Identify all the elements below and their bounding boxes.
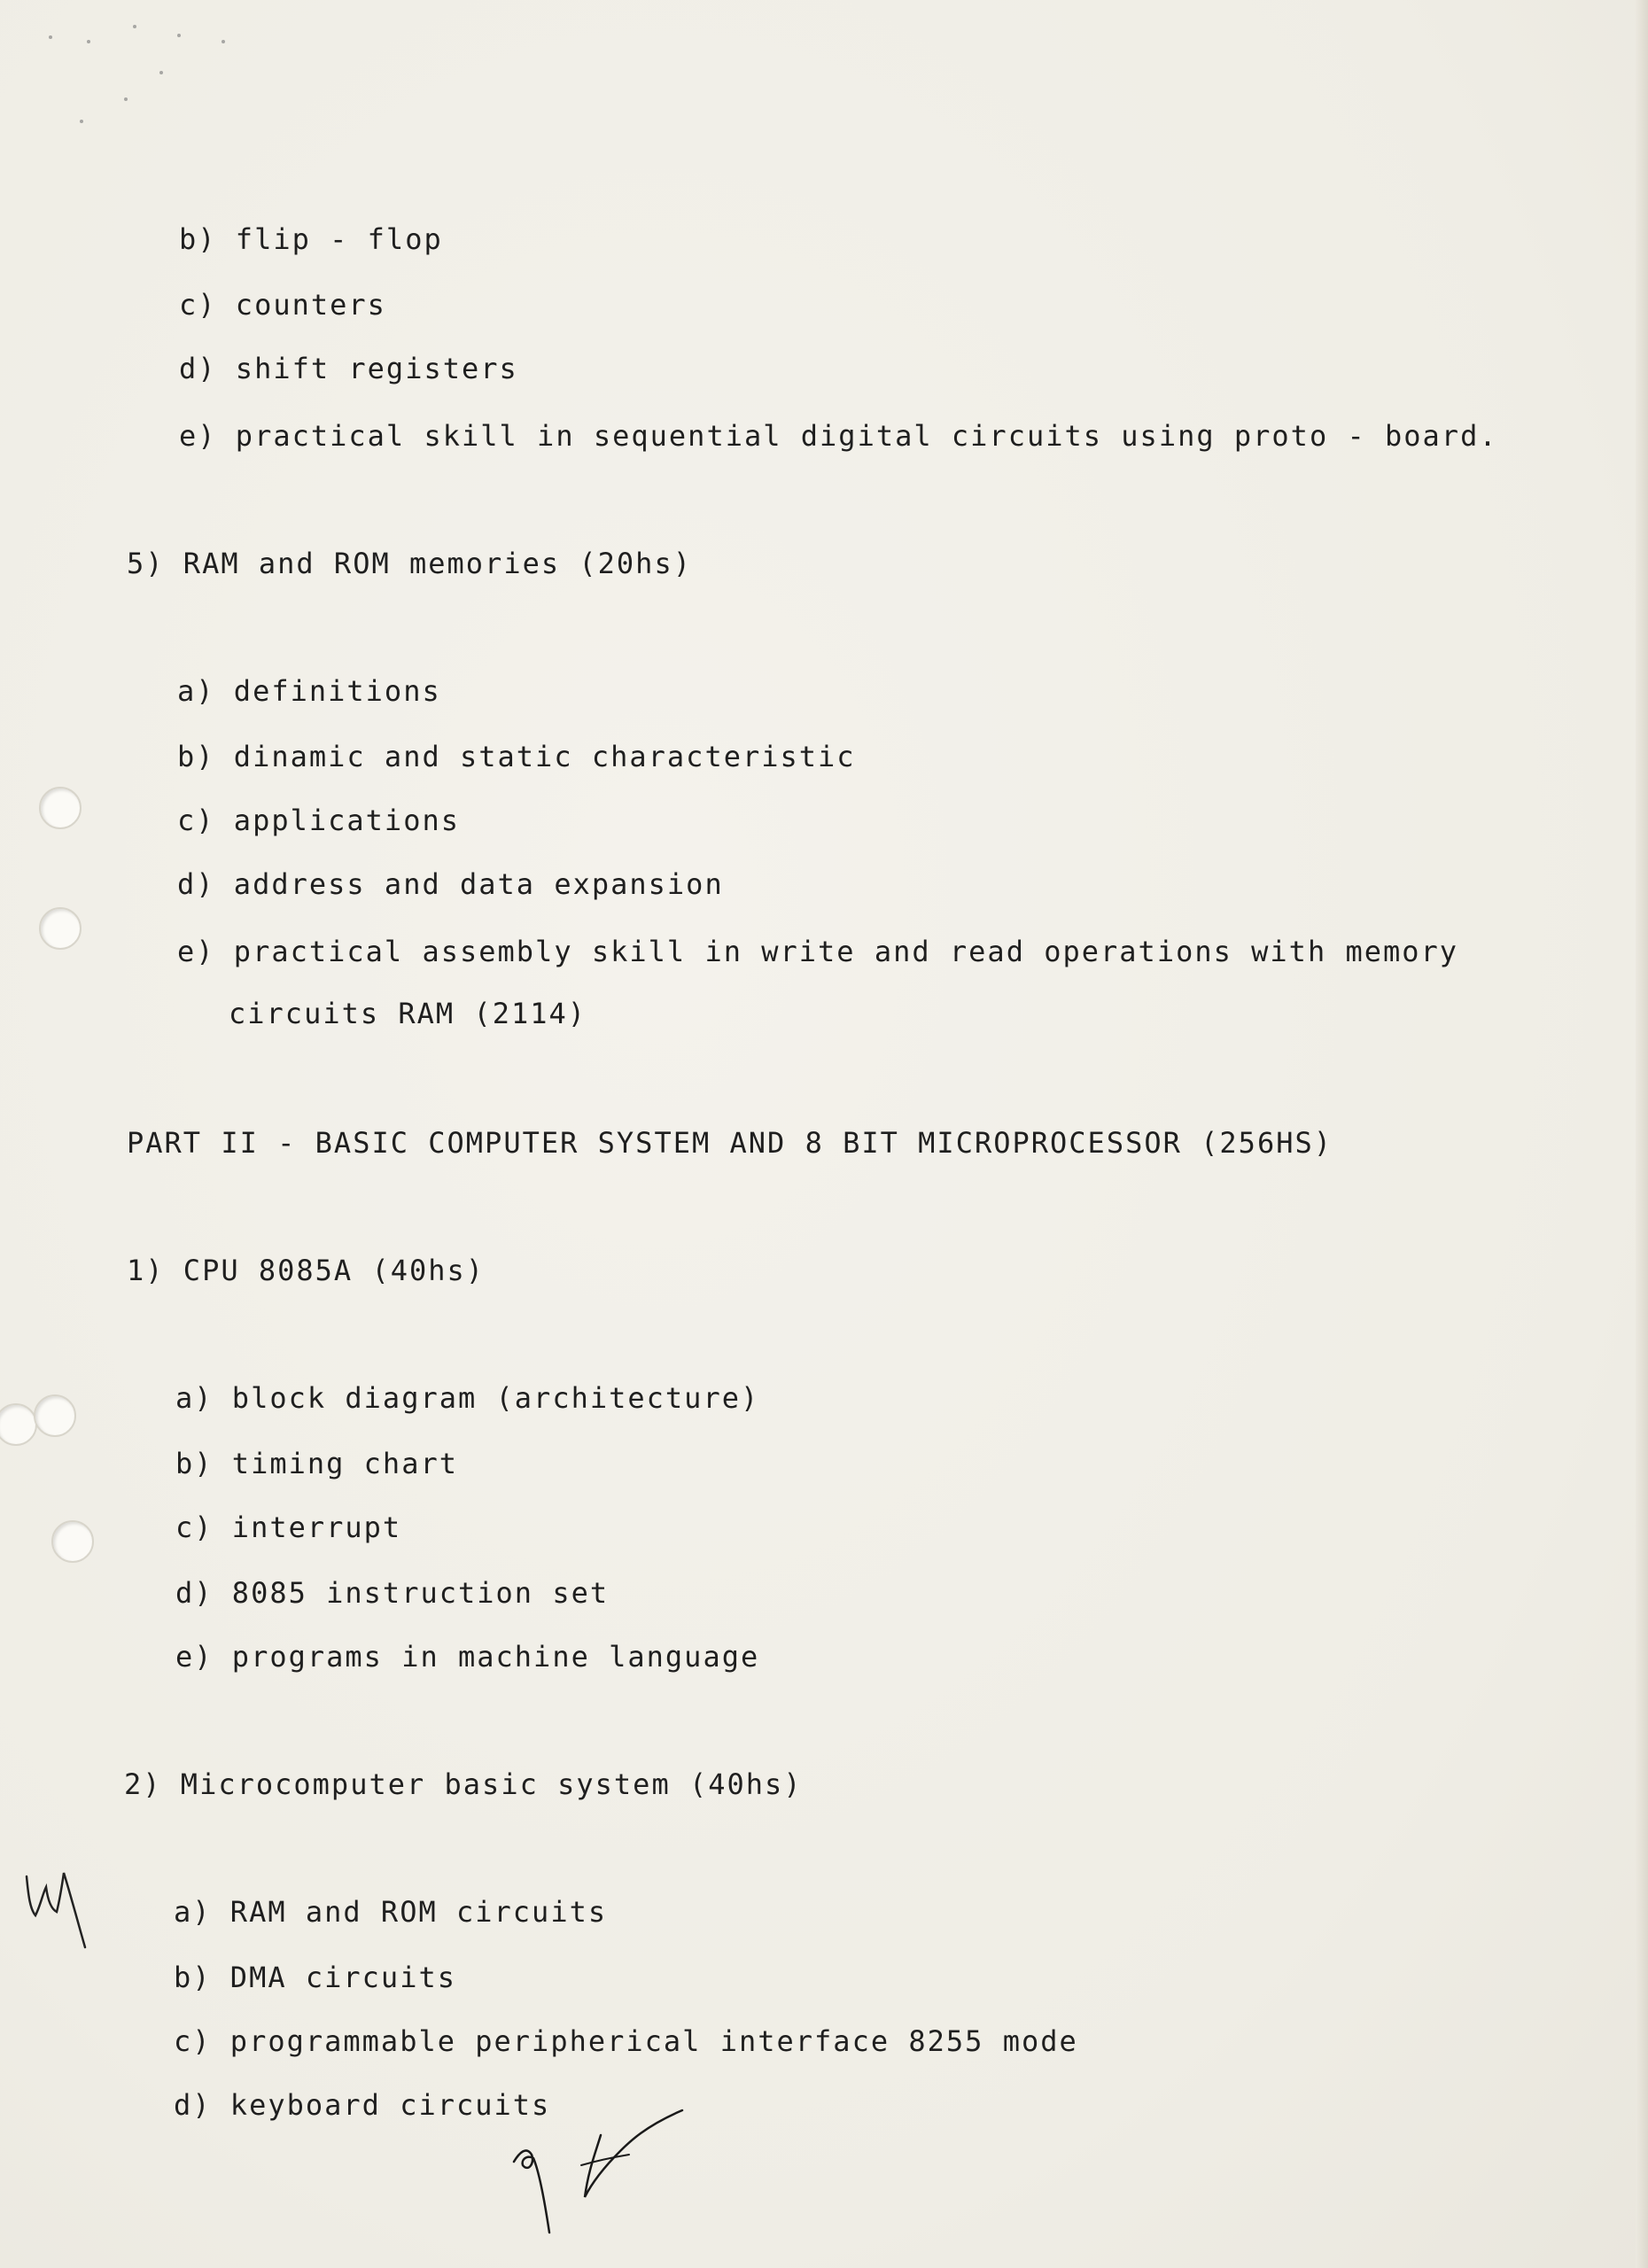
list-item: b) DMA circuits bbox=[174, 1961, 456, 1994]
list-item: d) 8085 instruction set bbox=[175, 1576, 610, 1610]
paper-speck bbox=[177, 34, 181, 37]
list-item: a) block diagram (architecture) bbox=[175, 1381, 760, 1415]
punch-hole bbox=[39, 787, 82, 829]
section-heading: 2) Microcomputer basic system (40hs) bbox=[124, 1767, 803, 1801]
list-item: a) definitions bbox=[177, 674, 441, 708]
paper-speck bbox=[49, 35, 52, 39]
list-item: e) practical skill in sequential digital circuits using proto - board. bbox=[179, 419, 1498, 453]
paper-edge bbox=[1636, 0, 1648, 2268]
list-item: a) RAM and ROM circuits bbox=[174, 1895, 608, 1929]
paper-speck bbox=[222, 40, 225, 43]
punch-hole bbox=[39, 907, 82, 950]
list-item: b) flip - flop bbox=[179, 222, 443, 256]
list-item: c) programmable peripherical interface 8255 mode bbox=[174, 2024, 1078, 2058]
section-heading: 5) RAM and ROM memories (20hs) bbox=[127, 547, 692, 580]
signature bbox=[496, 2100, 700, 2241]
margin-initials bbox=[18, 1860, 97, 1958]
part-heading: PART II - BASIC COMPUTER SYSTEM AND 8 BIT MICROPROCESSOR (256HS) bbox=[127, 1126, 1333, 1160]
list-item: b) timing chart bbox=[175, 1447, 458, 1480]
list-item-continuation: circuits RAM (2114) bbox=[229, 997, 587, 1030]
paper-speck bbox=[133, 25, 136, 28]
list-item: c) applications bbox=[177, 804, 460, 837]
paper-speck bbox=[159, 71, 163, 74]
punch-hole bbox=[34, 1394, 76, 1437]
paper-speck bbox=[124, 97, 128, 101]
list-item: e) practical assembly skill in write and read operations with memory bbox=[177, 935, 1459, 968]
paper-speck bbox=[87, 40, 90, 43]
list-item: c) counters bbox=[179, 288, 386, 322]
punch-hole bbox=[51, 1520, 94, 1563]
list-item: d) shift registers bbox=[179, 352, 518, 385]
list-item: b) dinamic and static characteristic bbox=[177, 740, 856, 773]
list-item: e) programs in machine language bbox=[175, 1640, 760, 1674]
list-item: d) keyboard circuits bbox=[174, 2088, 551, 2122]
paper-speck bbox=[80, 120, 83, 123]
punch-hole bbox=[0, 1403, 37, 1446]
list-item: d) address and data expansion bbox=[177, 867, 724, 901]
section-heading: 1) CPU 8085A (40hs) bbox=[127, 1254, 486, 1287]
list-item: c) interrupt bbox=[175, 1511, 402, 1544]
